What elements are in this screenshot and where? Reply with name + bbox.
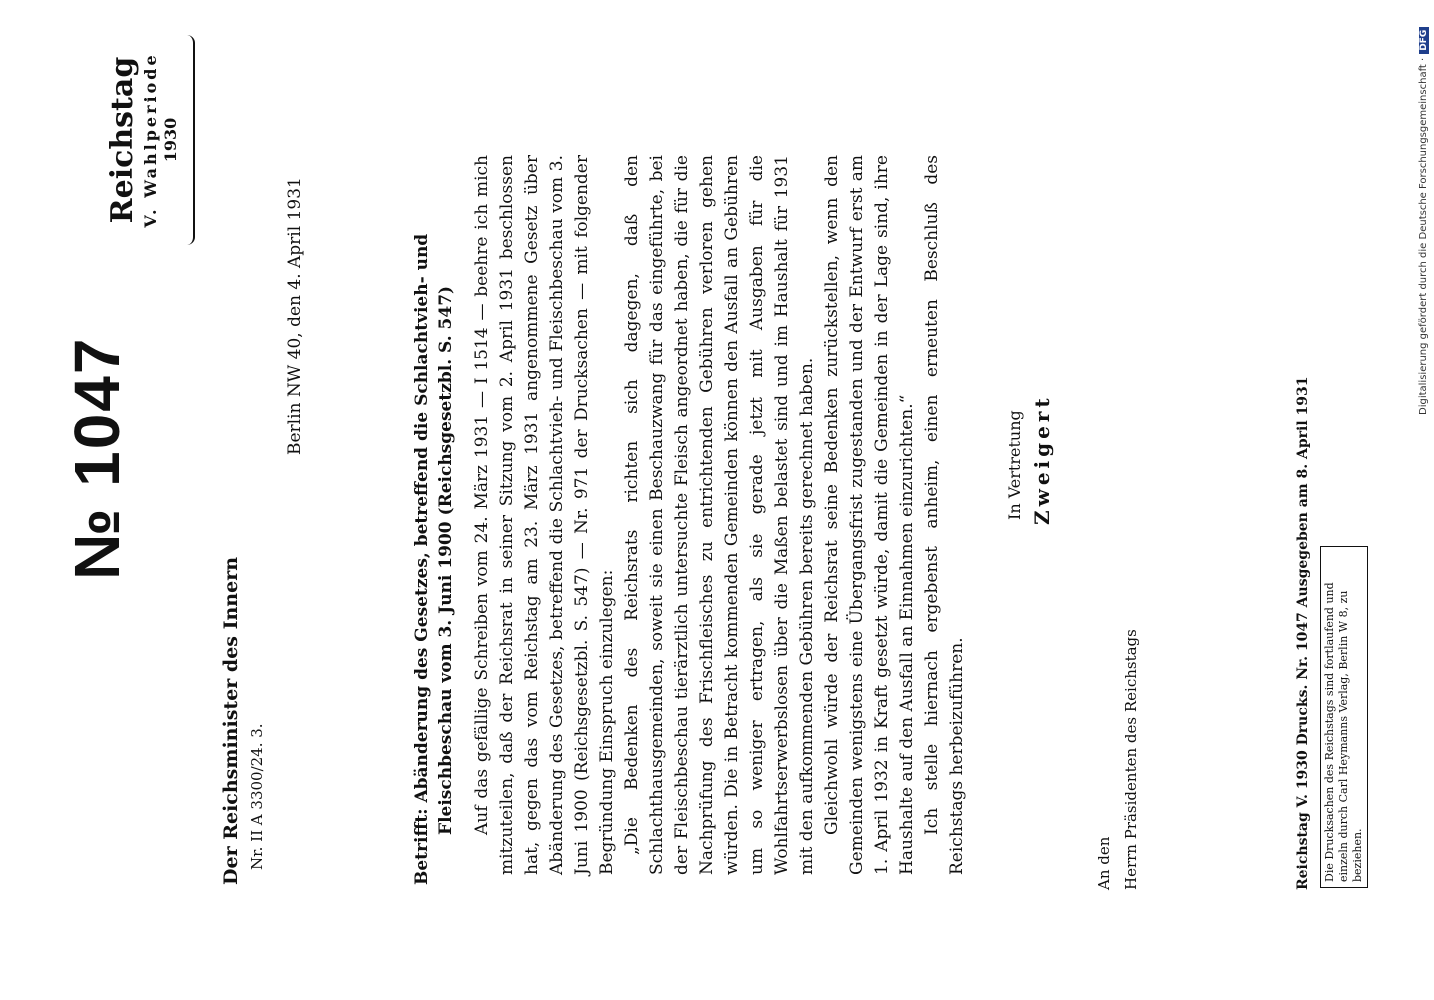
document-number: № 1047 [61, 336, 133, 580]
signature-intro: In Vertretung [1005, 410, 1024, 520]
place-date: Berlin NW 40, den 4. April 1931 [285, 177, 305, 455]
addressee-line-1: An den [1095, 836, 1113, 890]
dfg-credit-text: Digitalisierung gefördert durch die Deutsche Forschungsgemeinschaft · [1418, 57, 1429, 415]
dfg-credit [1418, 27, 1429, 415]
reichstag-period: V. Wahlperiode [141, 52, 160, 228]
paragraph-4: Ich stelle hiernach ergebenst anheim, einen erneuten Beschluß des Reichstags herbeizuführen. [922, 155, 967, 875]
dfg-logo-icon: DFG [1419, 27, 1429, 54]
footer-box: Die Drucksachen des Reichstags sind fortlaufend und einzeln durch Carl Heymanns Verlag, Berlin W 8, zu beziehen. [1320, 546, 1368, 888]
subject-line-1: Betrifft: Abänderung des Gesetzes, betreffend die Schlachtvieh- und [412, 233, 432, 885]
addressee-line-2: Herrn Präsidenten des Reichstags [1122, 629, 1140, 890]
reichstag-header [105, 40, 181, 240]
paragraph-3: Gleichwohl würde der Reichsrat seine Bedenken zurückstellen, wenn den Gemeinden wenigstens eine Übergangsfrist zugestanden und der Entwurf erst am 1. April 1932 in Kraft gesetzt würde, damit die Gemeinden in der Lage sind, ihre Haushalte auf den Ausfall an Einnahmen einzurichten.“ [822, 155, 917, 875]
footer-line: Reichstag V. 1930 Drucks. Nr. 1047 Ausgegeben am 8. April 1931 [1295, 376, 1311, 890]
paragraph-2: „Die Bedenken des Reichsrats richten sich dagegen, daß den Schlachthausgemeinden, soweit sie einen Beschauzwang für das eingeführte, bei der Fleischbeschau tierärztlich untersuchte Fleisch angeordnet haben, die für die Nachprüfung des Frischfleisches zu entrichtenden Gebühren verloren gehen würden. Die in Betracht kommenden Gemeinden können den Ausfall an Gebühren um so weniger ertragen, als sie gerade jetzt mit Ausgaben für die Wohlfahrtserwerbslosen über die Maßen belastet sind und im Haushalt für 1931 mit den aufkommenden Gebühren bereits gerechnet haben. [622, 155, 817, 875]
header-brace [183, 35, 195, 245]
subject-line-2: Fleischbeschau vom 3. Juni 1900 (Reichsgesetzbl. S. 547) [436, 285, 456, 835]
reference-number: Nr. II A 3300/24. 3. [248, 723, 266, 870]
paragraph-1: Auf das gefällige Schreiben vom 24. März 1931 — I 1514 — beehre ich mich mitzuteilen, daß der Reichsrat in seiner Sitzung vom 2. April 1931 beschlossen hat, gegen das vom Reichstag am 23. März 1931 angenommene Gesetz über Abänderung des Gesetzes, betreffend die Schlachtvieh- und Fleischbeschau vom 3. Juni 1900 (Reichsgesetzbl. S. 547) — Nr. 971 der Drucksachen — mit folgender Begründung Einspruch einzulegen: [472, 155, 617, 875]
subject [410, 234, 458, 885]
reichstag-year: 1930 [161, 117, 180, 163]
letter-body [470, 155, 970, 875]
signature-name: Zweigert [1030, 394, 1054, 525]
sender: Der Reichsminister des Innern [220, 556, 242, 885]
reichstag-title: Reichstag [105, 56, 140, 224]
